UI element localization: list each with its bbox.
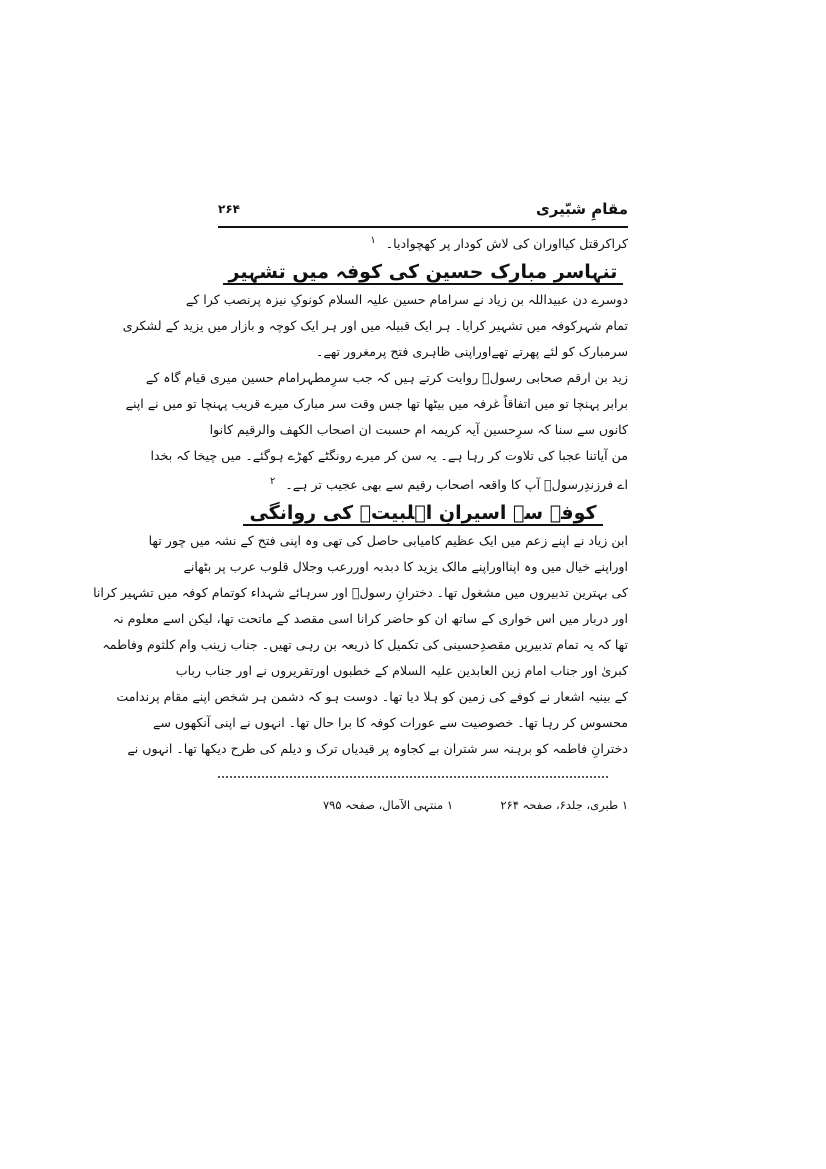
text-line: کی بہترین تدبیروں میں مشغول تھا۔ دخترانِ رسولؐ اور سرہائے شہداء کوتمام کوفہ میں تشہیر کرانا [93, 585, 628, 601]
footnote: ۱ طبری، جلد۶، صفحہ ۲۶۴ [500, 798, 628, 813]
text-line: اور دربار میں اس خواری کے ساتھ ان کو حاضر کرانا اسی مقصد کے ماتحت تھا، لیکن اسے معلوم نہ [112, 611, 628, 627]
line-text: اے فرزندِرسولؐ آپ کا واقعہ اصحاب رقیم سے بھی عجیب تر ہے۔ [285, 477, 628, 493]
section-heading-text: تنہاسر مبارک حسین کی کوفہ میں تشہیر [223, 261, 624, 285]
text-line: اوراپنے خیال میں وہ اپنااوراپنے مالک یزید کا دبدبہ اوررعب وجلال قلوب عرب پر بٹھانے [183, 559, 628, 575]
page-header [218, 200, 628, 224]
footnote-marker: ۲ [270, 476, 276, 488]
footnote: ۱ منتہی الآمال، صفحہ ۷۹۵ [323, 798, 453, 813]
text-line: ابن زیاد نے اپنے زعم میں ایک عظیم کامیابی حاصل کی تھی وہ اپنی فتح کے نشہ میں چور تھا [148, 533, 628, 549]
text-line: کبریٰ اور جناب امام زین العابدین علیہ السلام کے خطبوں اورتقریروں نے اور جناب رباب [175, 663, 628, 679]
text-line: من آیاتنا عجبا کی تلاوت کر رہا ہے۔ یہ سن کر میرے رونگٹے کھڑے ہوگئے۔ میں چیخا کہ بخدا [150, 448, 628, 464]
text-line: کے بینیہ اشعار نے کوفے کی زمین کو ہلا دیا تھا۔ دوست ہو کہ دشمن ہر شخص اپنے مقام پرندامت [116, 689, 628, 705]
section-heading-text: کوفہ سے اسیرانِ اہلبیتؑ کی روانگی [243, 502, 602, 526]
text-line: تھا کہ یہ تمام تدبیریں مقصدِحسینی کی تکمیل کا ذریعہ بن رہی تھیں۔ جناب زینب وام کلثوم وفاطمہ [102, 637, 628, 653]
text-line: دوسرے دن عبیداللہ بن زیاد نے سرامام حسین علیہ السلام کونوکِ نیزہ پرنصب کرا کے [185, 292, 628, 308]
footnote-marker: ۱ [370, 235, 376, 246]
text-line: محسوس کر رہا تھا۔ خصوصیت سے عورات کوفہ کا برا حال تھا۔ انہوں نے اپنی آنکھوں سے [152, 715, 628, 731]
text-line: دخترانِ فاطمہ کو برہنہ سر شتران بے کجاوہ پر قیدیاں ترک و دیلم کی طرح دیکھا تھا۔ انہوں نے [127, 741, 628, 757]
section-heading [218, 498, 628, 528]
page-number: ۲۶۴ [218, 202, 240, 216]
document-page [93, 200, 628, 818]
footnotes [218, 798, 628, 818]
book-title: مقامِ شبّیری [535, 200, 628, 218]
section-heading [218, 257, 628, 287]
text-line: برابر پہنچا تو میں اتفاقاً غرفہ میں بیٹھا تھا جس وقت سر مبارک میرے قریب پہنچا تو میں نے اپنے [125, 396, 628, 412]
text-line [218, 469, 628, 498]
text-line: تمام شہرکوفہ میں تشہیر کرایا۔ ہر ایک قبیلہ میں اور ہر ایک کوچہ و بازار میں یزید کے لشکری [122, 318, 628, 334]
text-line: سرمبارک کو لئے پھرتے تھےاوراپنی ظاہری فتح پرمغرور تھے۔ [315, 344, 628, 360]
text-line [218, 228, 628, 257]
text-line: کانوں سے سنا کہ سرِحسین آیہ کریمہ ام حسبت ان اصحاب الکھف والرقیم کانوا [209, 422, 628, 438]
footnote-separator [218, 776, 608, 778]
text-line: زید بن ارقم صحابی رسولؐ روایت کرتے ہیں کہ جب سرِمطہرامام حسین میری قیام گاہ کے [145, 370, 628, 386]
line-text: کراکرقتل کیااوران کی لاش کودار پر کھچوادیا۔ [385, 236, 628, 252]
